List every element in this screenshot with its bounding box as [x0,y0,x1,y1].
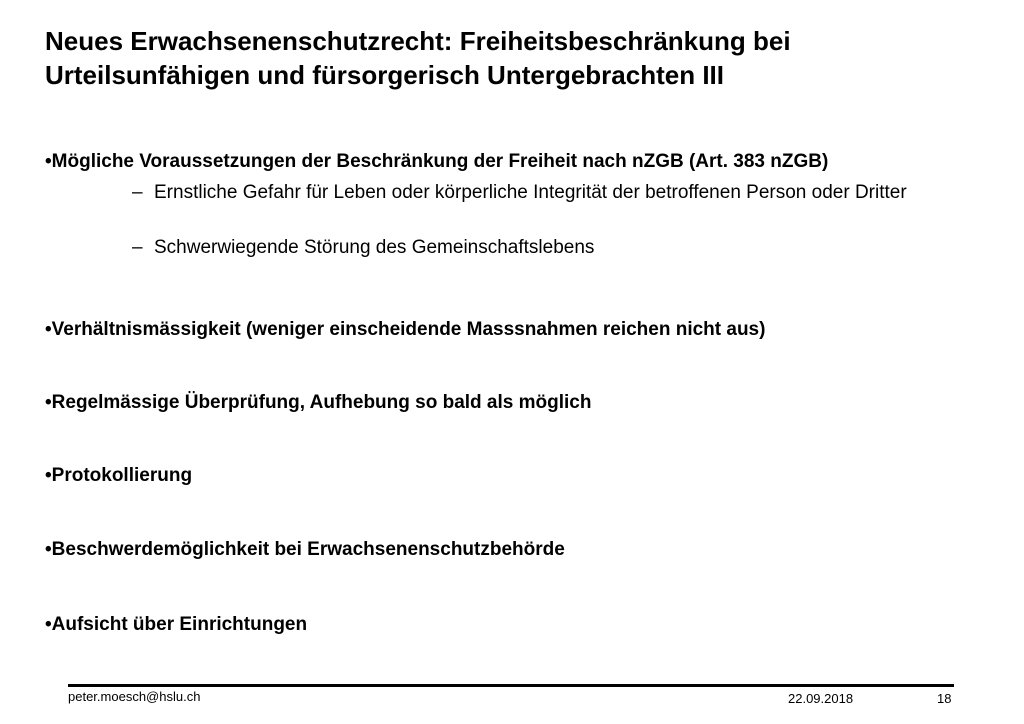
bullet-text: Verhältnismässigkeit (weniger einscheidende Masssnahmen reichen nicht aus) [51,319,766,340]
bullet-verhaeltnismaessigkeit [45,318,765,342]
sub-bullet-marker: – [132,237,143,258]
bullet-marker: • [45,319,52,340]
slide-title [45,24,985,92]
slide-title-line-1: Neues Erwachsenenschutzrecht: Freiheitsbeschränkung bei [45,26,791,56]
bullet-text: Mögliche Voraussetzungen der Beschränkung der Freiheit nach nZGB (Art. 383 nZGB) [51,151,829,172]
footer-date: 22.09.2018 [788,691,854,706]
bullet-text: Beschwerdemöglichkeit bei Erwachsenenschutzbehörde [51,539,565,560]
bullet-text: Aufsicht über Einrichtungen [51,614,308,635]
sub-bullet-marker: – [132,182,143,203]
sub-bullet-text: Schwerwiegende Störung des Gemeinschaftslebens [154,237,595,258]
bullet-text: Regelmässige Überprüfung, Aufhebung so bald als möglich [51,392,592,413]
footer-email: peter.moesch@hslu.ch [68,689,201,704]
bullet-voraussetzungen [45,150,828,174]
sub-bullet-text: Ernstliche Gefahr für Leben oder körperliche Integrität der betroffenen Person oder Dritter [154,182,907,203]
bullet-marker: • [45,392,52,413]
bullet-marker: • [45,465,52,486]
footer-page-number: 18 [937,691,952,706]
sub-bullet-stoerung [132,236,972,260]
bullet-beschwerde [45,538,565,562]
bullet-ueberpruefung [45,391,591,415]
bullet-aufsicht [45,613,307,637]
bullet-text: Protokollierung [51,465,193,486]
sub-bullet-gefahr [132,181,972,205]
bullet-marker: • [45,539,52,560]
bullet-marker: • [45,614,52,635]
footer-divider [68,684,954,687]
bullet-protokollierung [45,464,192,488]
bullet-marker: • [45,151,52,172]
slide-title-line-2: Urteilsunfähigen und fürsorgerisch Untergebrachten III [45,60,724,90]
